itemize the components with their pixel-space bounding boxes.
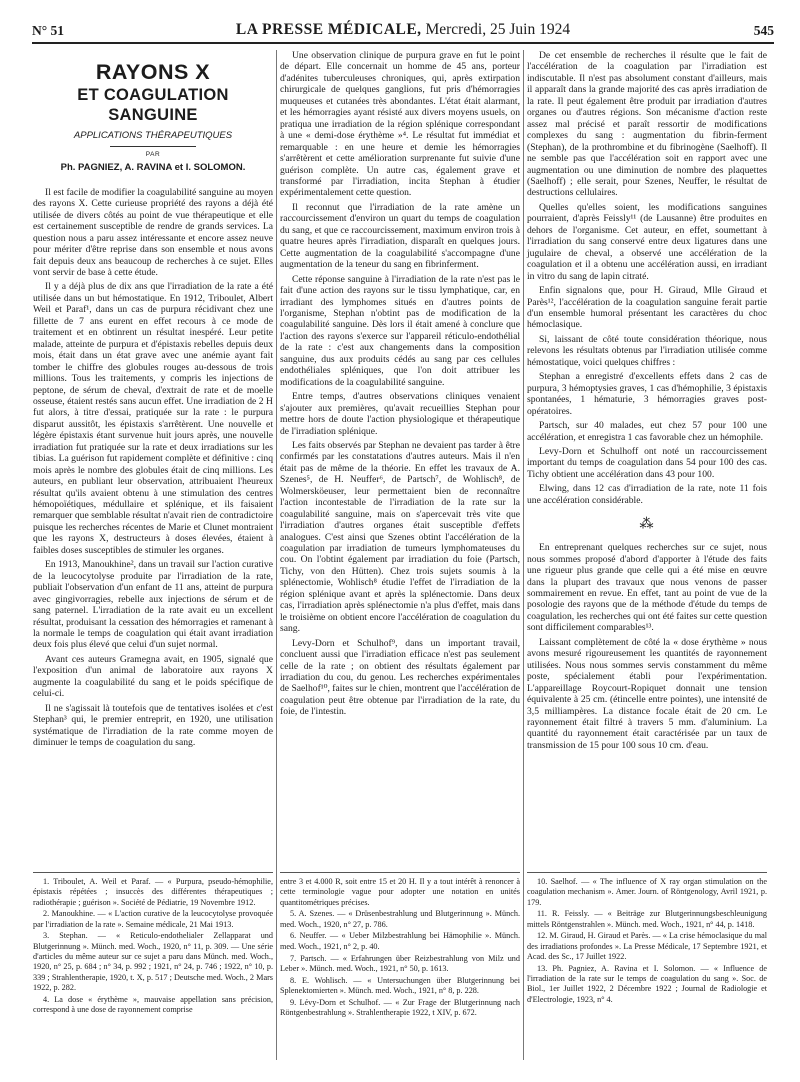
paragraph: En entreprenant quelques recherches sur ce sujet, nous nous sommes proposé d'abord d'apporter à l'étude des faits une rigueur plus grande que celle qui a été mise en œuvre dans la plupart des travaux que nous venons de passer sommairement en revue. En effet, tant au point de vue de la posologie des rayons que de la méthode d'étude du temps de coagulation, les recherches qui ont été faites sur cette question sont difficilement comparables¹³. [527,542,767,634]
byline-par: PAR [145,150,161,158]
footnote: 4. La dose « érythème », mauvaise appellation sans précision, correspond à une dose de rayonnement comprise [33,994,273,1015]
paragraph: Si, laissant de côté toute considération théorique, nous relevons les résultats obtenus par l'irradiation utilisée comme hémostatique, voici quelques chiffres : [527,333,767,368]
paragraph: Il y a déjà plus de dix ans que l'irradiation de la rate a été utilisée dans un but hémostatique. En 1912, Triboulet, Albert Weil et Paraf¹, dans un cas de purpura récidivant chez une fillette de 7 ans eurent en effet recours à ce mode de traitement et en obtinrent un résultat inespéré. Leur petite malade, atteinte de purpura et d'épistaxis rebelles depuis deux mois, était dans un état grave avec une anémie ayant fait tomber le chiffre des globules rouges au-dessous de trois millions. Tous les traitements, y compris les injections de peptone, de sérum de cheval, d'extrait de rate et de moelle osseuse, étaient restés sans aucun effet. Une irradiation de 2 H fut alors, à titre d'essai, pratiquée sur la rate : le purpura disparut aussitôt, les épistaxis s'arrêtèrent. Une nouvelle et légère épistaxis étant survenue huit jours après, une nouvelle irradiation fut pratiquée sur la rate et deux irradiations sur les tibias. La guérison fut rapidement complète et définitive : cinq mois après le nombre des globules était de cinq millions. Les auteurs, en publiant leur observation, attribuaient l'heureux résultat qu'ils avaient obtenu à une stimulation des centres hémopoïétiques, médullaire et splénique, et ils faisaient remarquer que semblable résultat n'avait rien de contradictoire puisque les recherches récentes de Marie et Clunet montraient que les rayons X, destructeurs à doses élevées, étaient à faibles doses susceptibles de stimuler les organes. [33,281,273,556]
footnote: 11. R. Feissly. — « Beiträge zur Blutgerinnungsbeschleunigung mittels Röntgenstrahlen ». Münch. med. Woch., 1921, n° 44, p. 1418. [527,909,767,929]
footnote: 2. Manoukhine. — « L'action curative de la leucocytolyse provoquée par l'irradiation de la rate ». Semaine médicale, 21 Mai 1913. [33,909,273,929]
footnote: 7. Partsch. — « Erfahrungen über Reizbestrahlung von Milz und Leber ». Münch. med. Woch., 1921, n° 50, p. 1613. [280,953,520,973]
paragraph: Quelles qu'elles soient, les modifications sanguines pourraient, d'après Feissly¹¹ (de Lausanne) être produites en dehors de l'organisme. Cet auteur, en effet, soumettant à l'irradiation du sang conservé entre deux ligatures dans une jugulaire de cheval, a observé une accélération de la coagulation et il a obtenu une accélération aussi, en irradiant in vitro du sang de lapin citraté. [527,201,767,282]
footnote: 3. Stephan. — « Reticulo-endothelialer Zellapparat und Blutgerinnung ». Münch. med. Woch., 1920, n° 11, p. 309. — Une série d'articles du même auteur sur ce sujet a paru dans Münch. med. Woch., 1920, n° 25, p. 684 ; n° 34, p. 992 ; 1921, n° 24, p. 746 ; 1922, n° 10, p. 339 ; Strahlentherapie, 1920, t. X, p. 517 ; Deutsche med. Woch., 2 Mars 1922, p. 282. [33,931,273,992]
column-3 [527,50,767,754]
paragraph: En 1913, Manoukhine², dans un travail sur l'action curative de la leucocytolyse produite par l'irradiation de la rate, publiait l'observation d'un enfant de 11 ans, atteint de purpura avec gingivorragies, rebelle aux injections de sérum et de sang paternel. L'irradiation de la rate avait eu un excellent résultat, produisant la cessation des hémorragies et ramenant à la normale le temps de coagulation qui était avant irradiation deux fois plus élevé que celui d'un sujet normal. [33,559,273,651]
column-divider [523,50,524,1060]
paragraph: De cet ensemble de recherches il résulte que le fait de l'accélération de la coagulation par l'irradiation est indiscutable. Il n'est pas absolument constant d'ailleurs, mais il apparaît dans la grande majorité des cas après irradiation de la rate. Il peut également être produit par irradiation d'autres organes ou d'autres régions. Son mécanisme d'action reste assez mal précisé et paraît ressortir de modifications complexes du sang : augmentation du fibrin-ferment (Stephan), de la prothrombine et du fibrinogène (Saelhoff). Il ne semble pas que l'accélération soit en rapport avec une augmentation ou une diminution de nombre des plaquettes (Saelhoff) ; elle serait, pour Szenes, Neuffer, le résultat de destructions cellulaires. [527,50,767,199]
section-asterism: ⁂ [639,517,655,533]
paragraph: Stephan a enregistré d'excellents effets dans 2 cas de purpura, 3 hémoptysies graves, 1 cas d'hémophilie, 3 épistaxis spontanées, 1 hématurie, 3 hémorragies graves post-opératoires. [527,371,767,417]
paragraph: Levy-Dorn et Schulhof⁹, dans un important travail, concluent aussi que l'irradiation efficace n'est pas seulement celle de la rate ; on obtient des résultats également par irradiation du cou, du genou. Les recherches expérimentales de Saelhof¹⁰, faites sur le chien, montrent que l'accélération de coagulation peut être obtenue par l'irradiation de la rate, du foie, de l'intestin. [280,637,520,718]
paragraph: Avant ces auteurs Gramegna avait, en 1905, signalé que l'exposition d'un animal de laboratoire aux rayons X augmente la coagulabilité du sang et le poids spécifique de celui-ci. [33,653,273,700]
paragraph: Une observation clinique de purpura grave en fut le point de départ. Elle concernait un homme de 45 ans, porteur d'adénites tuberculeuses chroniques, qui, après extirpation chirurgicale de quelques ganglions, fut pris d'hémorragies muqueuses et cutanées très abondantes. L'état était alarmant, et les hémorragies ayant résisté aux divers moyens usuels, on pratiqua une irradiation de la région splénique correspondant à une « demi-dose érythème »⁴. Le résultat fut immédiat et remarquable : en une heure et demie les hémorragies s'arrêtèrent et cette amélioration surprenante fut suivie d'une guérison complète. Un autre cas, également grave et transformé par l'irradiation, incita Stephan à étudier expérimentalement cette question. [280,50,520,199]
article-subtitle: APPLICATIONS THÉRAPEUTIQUES [73,130,233,141]
footnote: 8. E. Wohlisch. — « Untersuchungen über Blutgerinnung bei Splenektomierten ». Münch. med. Woch., 1921, n° 8, p. 228. [280,975,520,995]
article-authors: Ph. PAGNIEZ, A. RAVINA et I. SOLOMON. [60,161,246,173]
page-number: 545 [753,23,774,38]
footnotes-column-2 [280,877,520,1020]
footnote: 10. Saelhof. — « The influence of X ray organ stimulation on the coagulation mechanism ». Amer. Journ. of Röntgenology, Avril 1921, p. 179. [527,877,767,907]
footnote-rule [527,872,767,873]
paragraph: Il reconnut que l'irradiation de la rate amène un raccourcissement d'environ un quart du temps de coagulation du sang, et que ce raccourcissement, maximum environ trois à quatre heures après l'irradiation, disparaît en quelques jours. Cette augmentation de la coagulabilité s'accompagne d'une augmentation de la teneur du sang en fibrinferment. [280,201,520,271]
article-title-sub: ET COAGULATION SANGUINE [77,86,229,124]
paragraph: Levy-Dorn et Schulhoff ont noté un raccourcissement important du temps de coagulation dans 54 pour 100 des cas. Tichy obtient une accélération dans 43 pour 100. [527,445,767,480]
masthead [32,21,774,39]
paragraph: Partsch, sur 40 malades, eut chez 57 pour 100 une accélération, et enregistra 1 cas favorable chez un hémophile. [527,420,767,443]
column-1 [33,50,273,752]
footnote: 12. M. Giraud, H. Giraud et Parès. — « La crise hémoclasique du mal des irradiations profondes ». La Presse Médicale, 17 Septembre 1921, et Acad. des Sc., 17 Juillet 1922. [527,931,767,962]
title-rule [110,146,196,147]
page-header [32,21,774,41]
issue-date: Mercredi, 25 Juin 1924 [421,21,571,38]
footnote: entre 3 et 4.000 R, soit entre 15 et 20 H. Il y a tout intérêt à renoncer à cette terminologie vague pour adopter une notation en unités quantitométriques précises. [280,877,520,907]
footnote: 5. A. Szenes. — « Drüsenbestrahlung und Blutgerinnung ». Münch. med. Woch., 1920, n° 27, p. 786. [280,909,520,929]
paragraph: Laissant complètement de côté la « dose érythème » nous avons mesuré rigoureusement les quantités de rayonnement utilisées. Nous nous sommes servis constamment du même poste, spécialement établi pour l'expérimentation. L'appareillage Roycourt-Ropiquet donnait une tension équivalente à 25 cm. (étincelle entre pointes), une intensité de 3,5 milliampères. La distance focale était de 20 cm. Le rayonnement était filtré à travers 5 mm. d'aluminium. La quantité du rayonnement était caractérisée par un taux de transmission de 15 pour 100 sous 10 cm. d'eau. [527,636,767,751]
footnote-rule [33,872,273,873]
paragraph: Entre temps, d'autres observations cliniques venaient s'ajouter aux premières, qu'avait recueillies Stephan pour mettre hors de doute l'action physiologique et thérapeutique de l'irradiation splénique. [280,391,520,437]
paragraph: Enfin signalons que, pour H. Giraud, Mlle Giraud et Parès¹², l'accélération de la coagulation sanguine ferait partie d'un ensemble humoral présentant les caractères du choc hémoclasique. [527,285,767,331]
header-rule [32,42,774,44]
footnote: 1. Triboulet, A. Weil et Paraf. — « Purpura, pseudo-hémophilie, épistaxis répétées ; insuccès des différentes thérapeutiques ; radiothérapie ; guérison ». Société de Pédiatrie, 19 Novembre 1912. [33,877,273,907]
paragraph: Les faits observés par Stephan ne devaient pas tarder à être confirmés par les constatations d'autres auteurs. Mais il n'en était pas de même de la théorie. En effet les travaux de A. Szenes⁵, de H. Neuffer⁶, de Partsch⁷, de Wohlisch⁸, de Wolmersköeuser, leur permettaient bien de reconnaître l'action incontestable de l'irradiation de la rate sur la coagulabilité sanguine, mais on s'apercevait très vite que l'irradiation d'autres organes était susceptible d'effets analogues. C'est ainsi que Szenes obtint l'accélération de la coagulation par irradiation de tumeurs lymphomateuses du cou. On l'obtint également par irradiation du foie (Partsch, Tichy, von den Hütten). Chez trois sujets soumis à la splénectomie, Wohlisch⁸ étudie l'effet de l'irradiation de la région splénique avant et après la splénectomie. Dans deux cas, l'irradiation après splénectomie n'a plus d'effet, mais dans le troisième on obtient encore l'accélération de coagulation du sang. [280,439,520,635]
footnote: 6. Neuffer. — « Ueber Milzbestrahlung bei Hämophilie ». Münch. med. Woch., 1921, n° 2, p. 40. [280,931,520,951]
footnote-rule [280,872,520,873]
article-title: RAYONS X [95,60,211,84]
issue-number: N° 51 [32,23,65,38]
paragraph: Cette réponse sanguine à l'irradiation de la rate n'est pas le fait d'une action des rayons sur le tissu lymphatique, car, en irradiant des lymphomes situés en d'autres points de l'organisme, Stephan n'obtint pas de modification de la coagulabilité sanguine. Dès lors il était amené à conclure que l'action des rayons s'exerce sur l'appareil réticulo-endothélial de la rate : c'est aux changements dans la composition sanguine, dus aux produits cédés au sang par ces cellules endothéliales spléniques, que l'on doit attribuer les modifications de la coagulabilité sanguine. [280,273,520,388]
footnote: 13. Ph. Pagniez, A. Ravina et I. Solomon. — « Influence de l'irradiation de la rate sur le temps de coagulation du sang ». Soc. de Biol., 1er Juillet 1922, 2 Décembre 1922 ; Journal de Radiologie et d'Electrologie, 1923, n° 4. [527,963,767,1004]
journal-name: LA PRESSE MÉDICALE, [235,21,422,38]
paragraph: Il ne s'agissait là toutefois que de tentatives isolées et c'est Stephan³ qui, le premier entreprit, en 1920, une utilisation systématique de l'irradiation de la rate comme moyen de diminuer le temps de coagulation du sang. [33,702,273,749]
footnotes-column-3 [527,877,767,1007]
column-divider [276,50,277,1060]
paragraph: Elwing, dans 12 cas d'irradiation de la rate, note 11 fois une accélération considérable. [527,483,767,506]
column-2 [280,50,520,721]
paragraph: Il est facile de modifier la coagulabilité sanguine au moyen des rayons X. Cette curieuse propriété des rayons a déjà été utilisée de divers côtés au point de vue thérapeutique et elle est certainement susceptible de rendre de grands services. La question nous a paru assez intéressante et encore assez neuve pour mériter d'être reprise dans son ensemble et nous avons fait depuis deux ans beaucoup de recherches à ce sujet. Elles vont servir de base à cette étude. [33,186,273,278]
footnote: 9. Lévy-Dorn et Schulhof. — « Zur Frage der Blutgerinnung nach Röntgenbestrahlung ». Strahlentherapie 1922, t XIV, p. 672. [280,997,520,1018]
footnotes-column-1 [33,877,273,1017]
